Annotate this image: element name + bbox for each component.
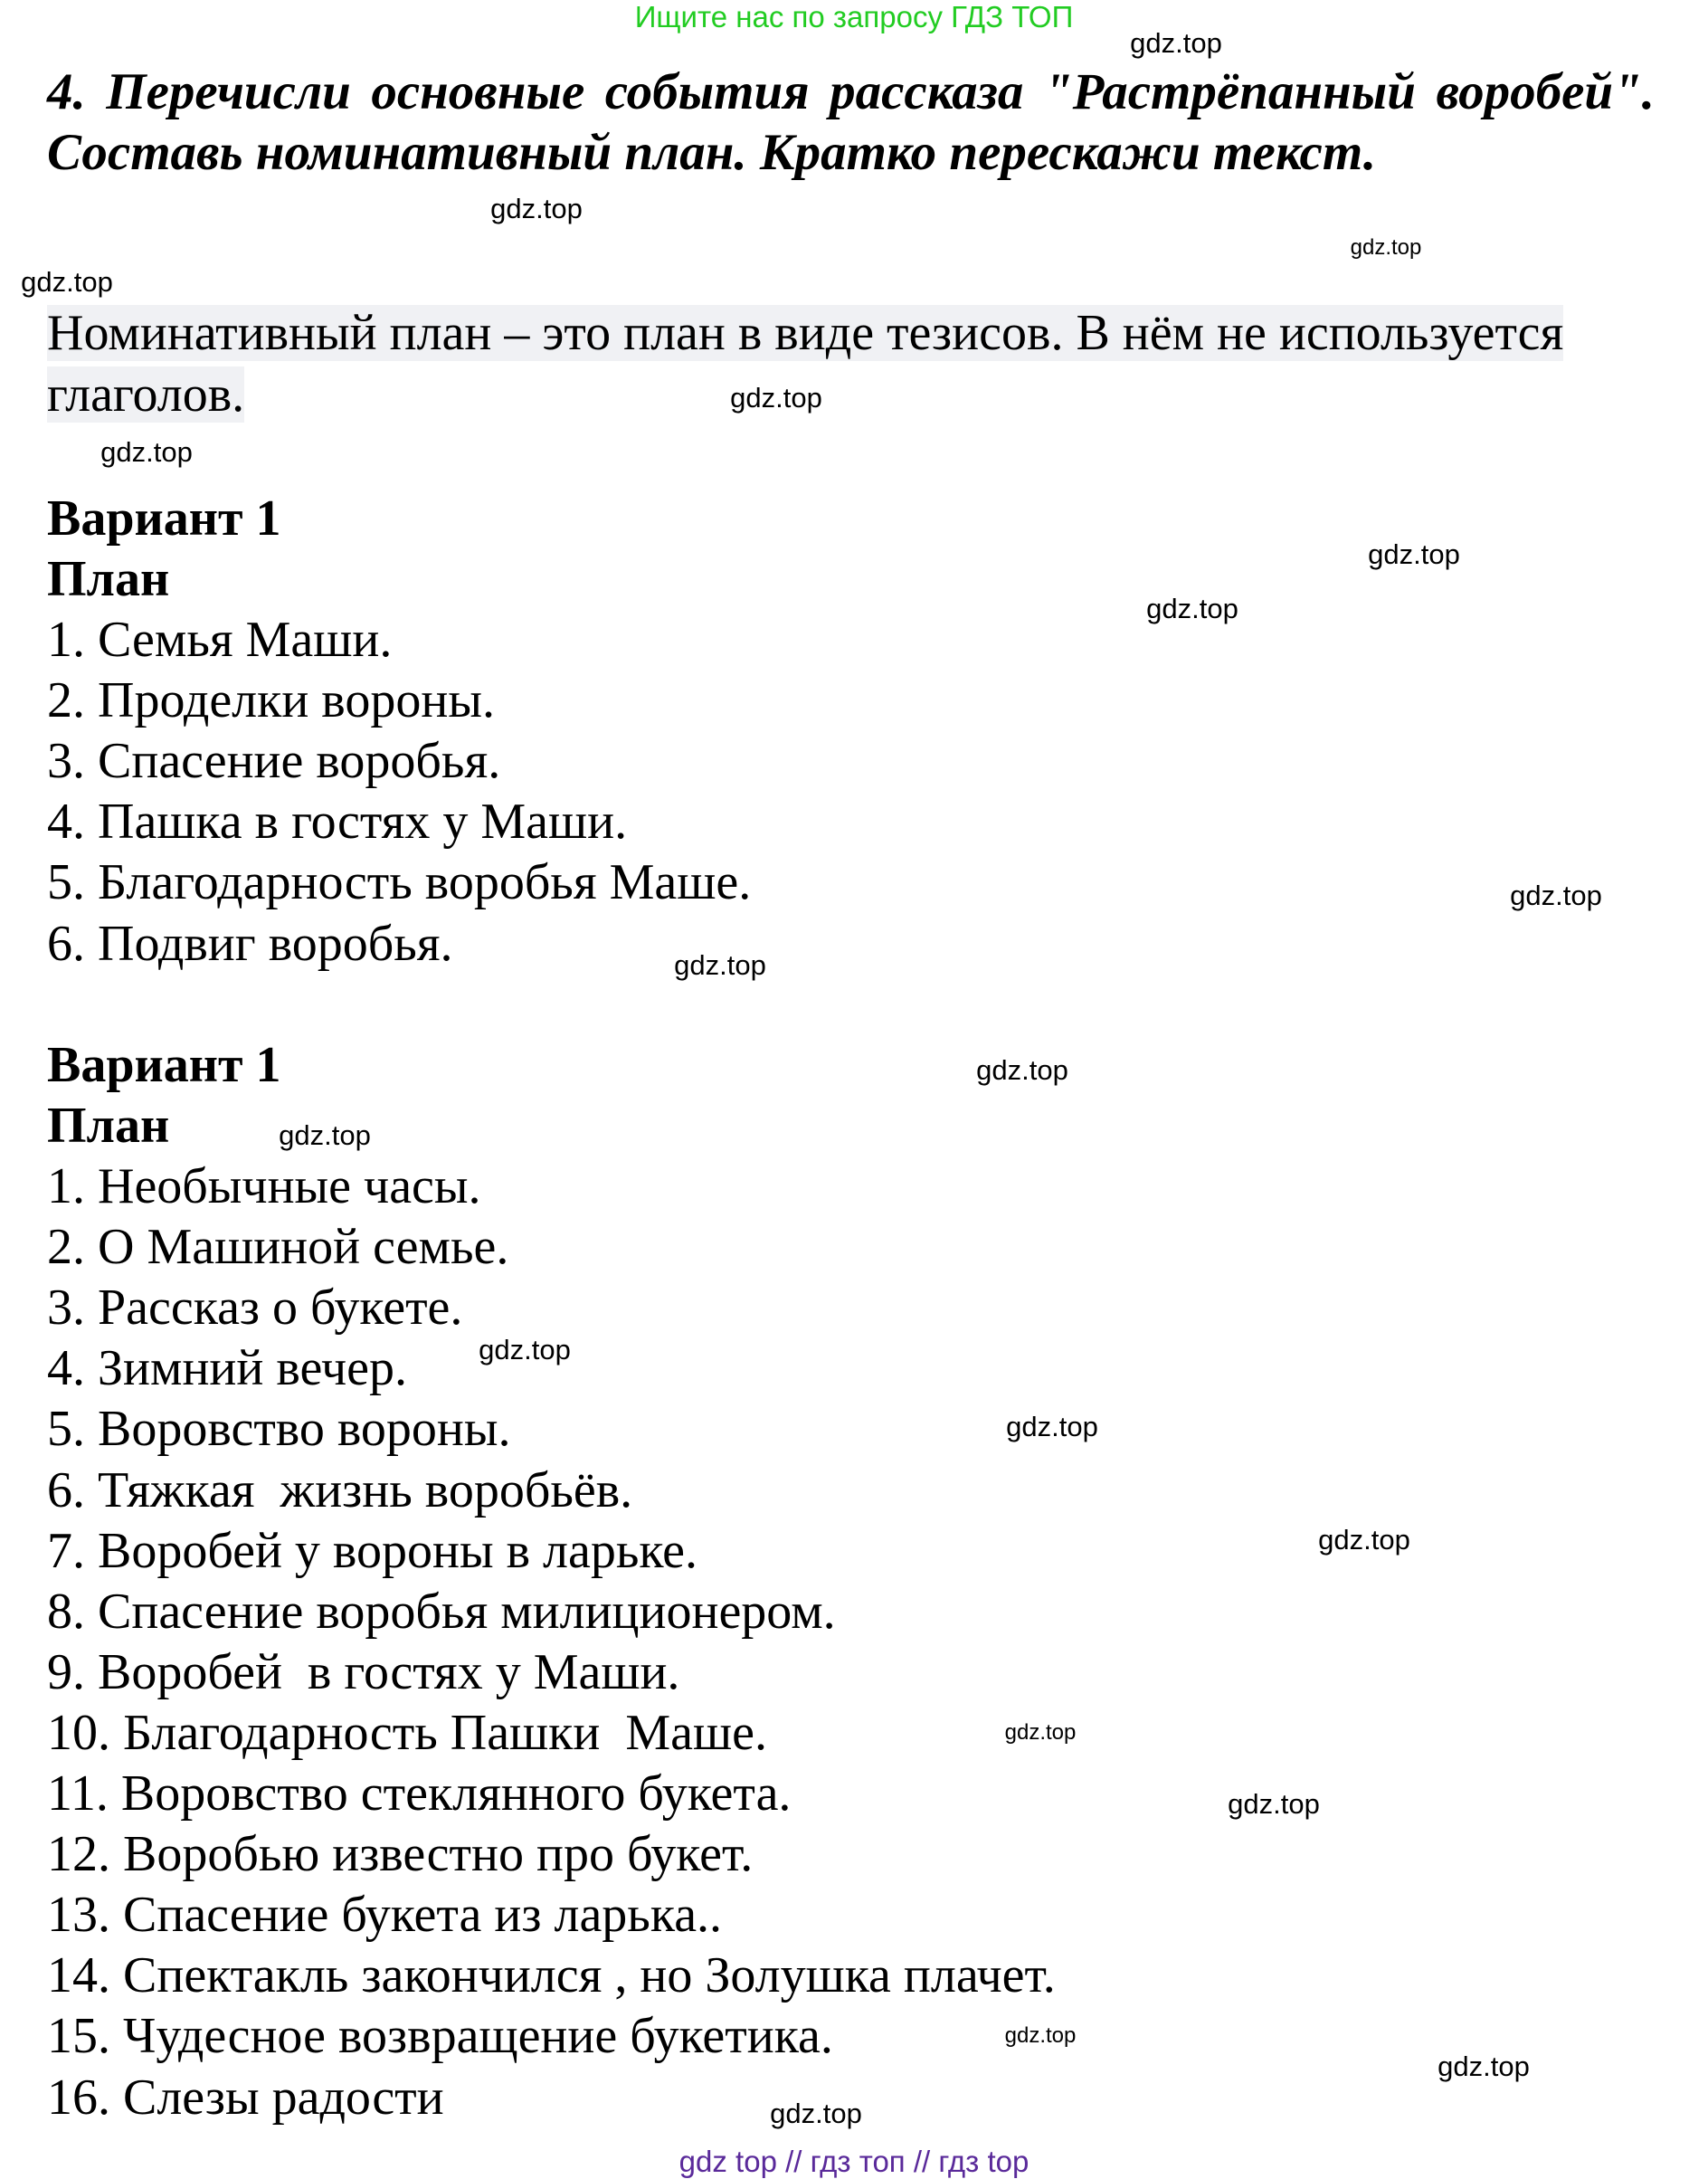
plan-item: 4. Зимний вечер. [47, 1340, 407, 1397]
plan-item: 3. Спасение воробья. [47, 733, 501, 790]
watermark: gdz.top [1006, 1411, 1098, 1442]
definition-highlight: Номинативный план – это план в виде тезисов. В нём не используется глаголов. [47, 305, 1564, 423]
plan-item: 13. Спасение букета из ларька.. [47, 1887, 723, 1944]
plan-item: 9. Воробей в гостях у Маши. [47, 1643, 680, 1700]
plan-item: 12. Воробью известно про букет. [47, 1826, 754, 1883]
watermark: gdz.top [1368, 538, 1460, 570]
plan-item: 1. Семья Маши. [47, 612, 393, 668]
plan-item: 2. Проделки вороны. [47, 672, 495, 729]
definition-text [47, 302, 1655, 425]
plan-item: 5. Благодарность воробья Маше. [47, 854, 752, 911]
watermark: gdz.top [1228, 1788, 1320, 1820]
watermark: gdz.top [976, 1054, 1068, 1086]
search-banner: Ищите нас по запросу ГДЗ ТОП [634, 0, 1074, 33]
plan-item: 10. Благодарность Пашки Маше. [47, 1704, 767, 1761]
plan-item: 16. Слезы радости [47, 2069, 444, 2126]
watermark: gdz.top [1004, 2023, 1077, 2048]
footer-links: gdz top // гдз топ // гдз top [678, 2145, 1030, 2178]
plan-item: 5. Воровство вороны. [47, 1401, 511, 1458]
variant1-title: Вариант 1 [47, 490, 281, 547]
task-heading: 4. Перечисли основные события рассказа "Растрёпанный воробей". Составь номинативный план. Кратко перескажи текст. [47, 63, 1655, 181]
plan-item: 7. Воробей у вороны в ларьке. [47, 1522, 698, 1579]
plan-item: 1. Необычные часы. [47, 1158, 481, 1214]
variant2-title: Вариант 1 [47, 1037, 281, 1093]
plan-item: 6. Подвиг воробья. [47, 915, 453, 972]
watermark: gdz.top [1438, 2051, 1530, 2082]
plan-item: 2. О Машиной семье. [47, 1219, 509, 1276]
watermark: gdz.top [1004, 1720, 1077, 1745]
watermark: gdz.top [1130, 27, 1222, 59]
watermark: gdz.top [479, 1334, 571, 1365]
plan-item: 6. Тяжкая жизнь воробьёв. [47, 1461, 633, 1518]
watermark: gdz.top [1510, 880, 1602, 911]
variant1-plan-label: План [47, 551, 170, 607]
plan-item: 3. Рассказ о букете. [47, 1280, 463, 1337]
plan-item: 15. Чудесное возвращение букетика. [47, 2008, 833, 2065]
variant2-plan-label: План [47, 1098, 170, 1154]
watermark: gdz.top [279, 1119, 371, 1151]
watermark: gdz.top [1350, 235, 1422, 260]
watermark: gdz.top [100, 436, 193, 468]
watermark: gdz.top [730, 382, 822, 414]
plan-item: 14. Спектакль закончился , но Золушка плачет. [47, 1947, 1056, 2004]
watermark: gdz.top [674, 949, 766, 981]
plan-item: 8. Спасение воробья милиционером. [47, 1583, 836, 1640]
plan-item: 4. Пашка в гостях у Маши. [47, 794, 628, 851]
watermark: gdz.top [1146, 593, 1238, 624]
watermark: gdz.top [21, 266, 113, 298]
watermark: gdz.top [770, 2098, 862, 2129]
watermark: gdz.top [1318, 1524, 1410, 1556]
plan-item: 11. Воровство стеклянного букета. [47, 1765, 792, 1822]
watermark: gdz.top [490, 193, 583, 224]
